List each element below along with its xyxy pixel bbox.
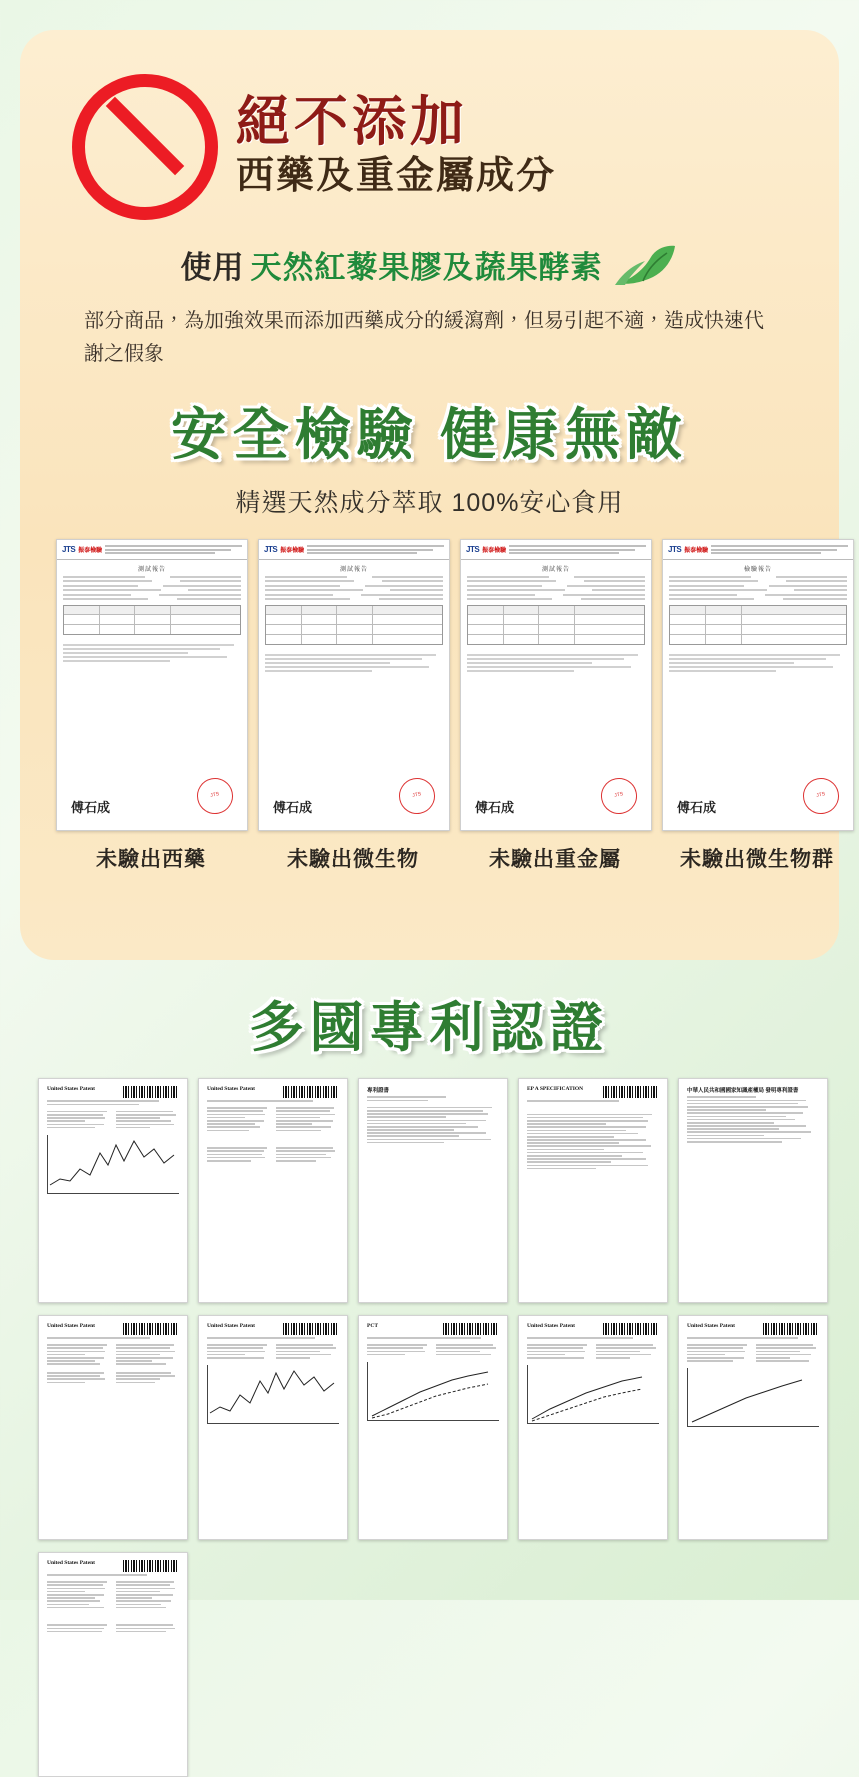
barcode-icon bbox=[603, 1086, 659, 1098]
certificate-image bbox=[56, 539, 248, 831]
certificate-title: 測試報告 bbox=[137, 566, 166, 573]
headline-texts bbox=[236, 91, 557, 200]
certificate-caption: 未驗出微生物 bbox=[287, 848, 419, 871]
patent-heading: United States Patent bbox=[207, 1086, 255, 1092]
patent-document bbox=[198, 1315, 348, 1540]
prohibition-icon bbox=[72, 74, 218, 220]
patent-heading: United States Patent bbox=[687, 1323, 735, 1329]
lab-stamp: JTS bbox=[598, 775, 641, 818]
patent-figure bbox=[47, 1135, 179, 1194]
lab-stamp: JTS bbox=[396, 775, 439, 818]
barcode-icon bbox=[123, 1560, 179, 1572]
lab-name: 振泰檢驗 bbox=[684, 548, 709, 554]
headline-row bbox=[72, 74, 809, 220]
natural-ingredients-line bbox=[50, 242, 809, 287]
lab-name: 振泰檢驗 bbox=[482, 548, 507, 554]
barcode-icon bbox=[603, 1323, 659, 1335]
certificate-title: 測試報告 bbox=[541, 566, 570, 573]
patent-figure bbox=[207, 1365, 339, 1424]
patent-document bbox=[38, 1552, 188, 1777]
patent-figure bbox=[527, 1365, 659, 1424]
certificate-title: 檢驗報告 bbox=[743, 566, 772, 573]
barcode-icon bbox=[283, 1323, 339, 1335]
patent-figure bbox=[367, 1362, 499, 1421]
lab-name: 振泰檢驗 bbox=[78, 548, 103, 554]
patent-grid bbox=[38, 1078, 828, 1777]
leaf-icon bbox=[613, 243, 679, 287]
certificate-image bbox=[258, 539, 450, 831]
certificate-caption: 未驗出重金屬 bbox=[489, 848, 621, 871]
patent-document bbox=[38, 1078, 188, 1303]
patent-document bbox=[38, 1315, 188, 1540]
patent-heading: United States Patent bbox=[207, 1323, 255, 1329]
safety-title: 安全檢驗 健康無敵 bbox=[170, 403, 689, 466]
patent-document bbox=[678, 1315, 828, 1540]
patent-document bbox=[198, 1078, 348, 1303]
no-additives-card bbox=[20, 30, 839, 960]
signature: 傅石成 bbox=[475, 801, 515, 816]
signature: 傅石成 bbox=[71, 801, 111, 816]
barcode-icon bbox=[443, 1323, 499, 1335]
signature: 傅石成 bbox=[273, 801, 313, 816]
lab-name: 振泰檢驗 bbox=[280, 548, 305, 554]
certificate-item bbox=[460, 539, 650, 873]
patent-heading: 中華人民共和國國家知識產權局 發明專利證書 bbox=[687, 1088, 799, 1094]
barcode-icon bbox=[763, 1323, 819, 1335]
patent-heading: United States Patent bbox=[47, 1323, 95, 1329]
lab-logo: JTS bbox=[466, 545, 480, 554]
certificate-item bbox=[662, 539, 852, 873]
signature: 傅石成 bbox=[677, 801, 717, 816]
lab-logo: JTS bbox=[264, 545, 278, 554]
lab-logo: JTS bbox=[62, 545, 76, 554]
patent-heading: 專利證書 bbox=[367, 1088, 390, 1094]
certificate-caption: 未驗出微生物群 bbox=[680, 848, 834, 871]
natural-line-highlight: 天然紅藜果膠及蔬果酵素 bbox=[250, 250, 603, 285]
headline-main: 絕不添加 bbox=[236, 91, 468, 152]
barcode-icon bbox=[123, 1323, 179, 1335]
certificate-title: 測試報告 bbox=[339, 566, 368, 573]
patent-heading: United States Patent bbox=[527, 1323, 575, 1329]
lab-logo: JTS bbox=[668, 545, 682, 554]
barcode-icon bbox=[283, 1086, 339, 1098]
natural-line-prefix: 使用 bbox=[180, 250, 245, 285]
patent-document bbox=[358, 1315, 508, 1540]
certificate-image bbox=[662, 539, 854, 831]
description-paragraph: 部分商品，為加強效果而添加西藥成分的緩瀉劑，但易引起不適，造成快速代謝之假象 bbox=[84, 310, 764, 365]
barcode-icon bbox=[123, 1086, 179, 1098]
certificate-image bbox=[460, 539, 652, 831]
safety-subtitle: 精選天然成分萃取 100%安心食用 bbox=[235, 489, 624, 517]
headline-sub: 西藥及重金屬成分 bbox=[236, 154, 557, 197]
certificate-caption: 未驗出西藥 bbox=[96, 848, 206, 871]
patent-document bbox=[518, 1315, 668, 1540]
patent-document bbox=[358, 1078, 508, 1303]
patent-document bbox=[518, 1078, 668, 1303]
patent-heading: United States Patent bbox=[47, 1560, 95, 1566]
patent-heading: EP A SPECIFICATION bbox=[527, 1086, 584, 1092]
patent-figure bbox=[687, 1368, 819, 1427]
patent-heading: PCT bbox=[367, 1323, 378, 1329]
certificate-item bbox=[258, 539, 448, 873]
lab-stamp: JTS bbox=[194, 775, 237, 818]
patent-heading: United States Patent bbox=[47, 1086, 95, 1092]
certificate-list bbox=[56, 539, 834, 873]
patent-document bbox=[678, 1078, 828, 1303]
lab-stamp: JTS bbox=[800, 775, 843, 818]
certificate-item bbox=[56, 539, 246, 873]
patents-title: 多國專利認證 bbox=[249, 998, 610, 1058]
